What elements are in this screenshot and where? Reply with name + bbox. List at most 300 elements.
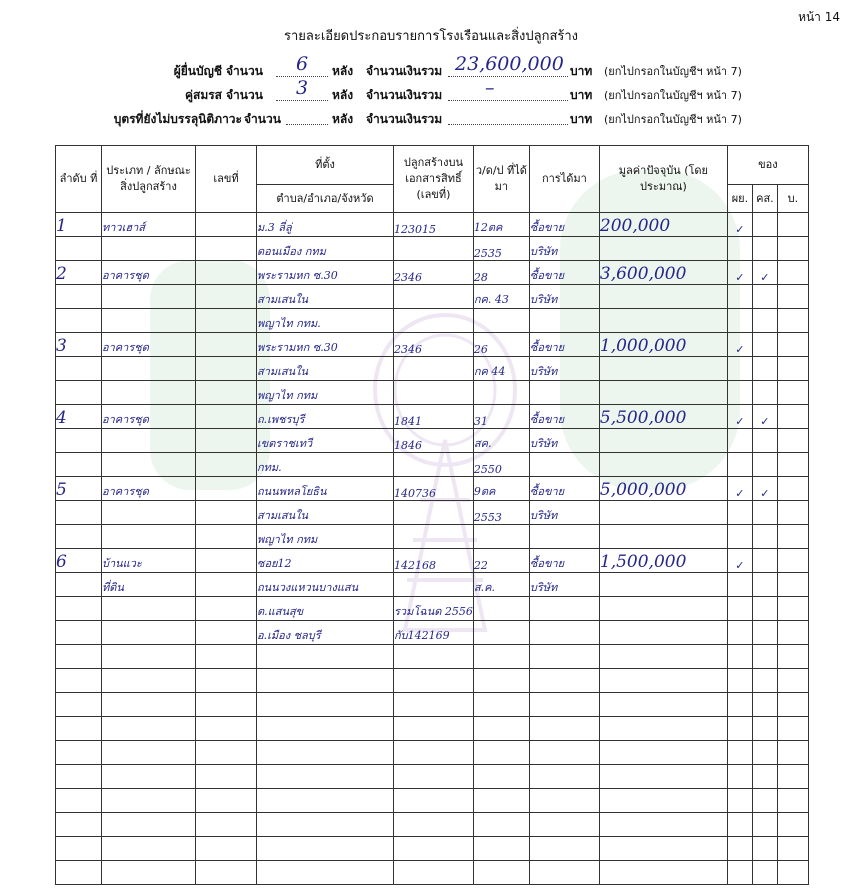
row-value: [599, 309, 727, 333]
row-owner-spouse: [752, 381, 777, 405]
table-body: [56, 213, 809, 885]
row-acquire: บริษัท: [529, 573, 599, 597]
row-type: บ้านแวะ: [102, 549, 196, 573]
header-type: ประเภท / ลักษณะ สิ่งปลูกสร้าง: [102, 146, 196, 213]
row-owner-filer: [727, 525, 752, 549]
row-date: 12ตค: [473, 213, 529, 237]
row-no: [56, 597, 102, 621]
row-owner-filer: [727, 309, 752, 333]
blank-cell: [529, 837, 599, 861]
blank-cell: [599, 693, 727, 717]
row-number: [196, 261, 257, 285]
row-owner-spouse: [752, 525, 777, 549]
row-no: 4: [56, 405, 102, 429]
table-row: [56, 333, 809, 357]
blank-cell: [473, 765, 529, 789]
blank-cell: [777, 717, 808, 741]
row-value: [599, 429, 727, 453]
blank-cell: [727, 765, 752, 789]
table-row: [56, 261, 809, 285]
row-owner-child: [777, 477, 808, 501]
row-owner-filer: ✓: [727, 261, 752, 285]
row-location: พญาไท กทม: [257, 525, 394, 549]
blank-cell: [529, 789, 599, 813]
row-location: ดอนเมือง กทม: [257, 237, 394, 261]
blank-cell: [394, 765, 474, 789]
row-owner-child: [777, 405, 808, 429]
row-date: 28: [473, 261, 529, 285]
row-owner-filer: ✓: [727, 549, 752, 573]
blank-cell: [752, 837, 777, 861]
row-acquire: บริษัท: [529, 429, 599, 453]
row-owner-filer: [727, 573, 752, 597]
spouse-label: คู่สมรส: [184, 88, 222, 102]
blank-cell: [473, 717, 529, 741]
blank-row: [56, 741, 809, 765]
minor-count-label: จำนวน: [244, 112, 281, 126]
row-number: [196, 477, 257, 501]
blank-cell: [102, 765, 196, 789]
blank-cell: [196, 765, 257, 789]
row-date: 22: [473, 549, 529, 573]
blank-cell: [752, 717, 777, 741]
row-owner-child: [777, 357, 808, 381]
row-owner-child: [777, 381, 808, 405]
row-acquire: ซื้อขาย: [529, 333, 599, 357]
table-row: [56, 501, 809, 525]
row-owner-filer: [727, 621, 752, 645]
row-location: พระรามหก ซ.30: [257, 333, 394, 357]
row-no: [56, 237, 102, 261]
blank-cell: [257, 789, 394, 813]
row-type: [102, 525, 196, 549]
blank-cell: [752, 861, 777, 885]
row-owner-spouse: [752, 597, 777, 621]
row-deed: [394, 285, 474, 309]
header-value: มูลค่าปัจจุบัน (โดยประมาณ): [599, 146, 727, 213]
blank-cell: [196, 789, 257, 813]
row-owner-child: [777, 261, 808, 285]
filer-count-label: จำนวน: [226, 64, 263, 78]
blank-cell: [777, 789, 808, 813]
minor-currency: บาท: [570, 112, 593, 126]
spouse-amount-field: [448, 86, 568, 101]
blank-cell: [529, 669, 599, 693]
blank-cell: [257, 861, 394, 885]
blank-cell: [529, 645, 599, 669]
blank-cell: [777, 645, 808, 669]
table-row: [56, 525, 809, 549]
row-date: สค.: [473, 429, 529, 453]
blank-cell: [599, 813, 727, 837]
blank-cell: [529, 765, 599, 789]
row-value: [599, 621, 727, 645]
row-deed: 123015: [394, 213, 474, 237]
row-owner-filer: [727, 501, 752, 525]
row-owner-spouse: [752, 429, 777, 453]
row-deed: รวมโฉนด 2556: [394, 597, 474, 621]
row-no: [56, 621, 102, 645]
blank-cell: [56, 765, 102, 789]
header-deed: ปลูกสร้างบน เอกสารสิทธิ์ (เลขที่): [394, 146, 474, 213]
header-owner-spouse: คส.: [752, 185, 777, 213]
row-deed: [394, 501, 474, 525]
blank-cell: [473, 837, 529, 861]
blank-cell: [752, 765, 777, 789]
row-type: [102, 453, 196, 477]
row-deed: [394, 357, 474, 381]
blank-cell: [56, 741, 102, 765]
blank-cell: [529, 813, 599, 837]
minor-note: (ยกไปกรอกในบัญชีฯ หน้า 7): [604, 113, 742, 126]
blank-cell: [752, 789, 777, 813]
row-type: อาคารชุด: [102, 333, 196, 357]
row-no: [56, 429, 102, 453]
header-no: ลำดับ ที่: [56, 146, 102, 213]
header-number: เลขที่: [196, 146, 257, 213]
row-no: 1: [56, 213, 102, 237]
row-no: 5: [56, 477, 102, 501]
spouse-amount-label: จำนวนเงินรวม: [366, 88, 443, 102]
row-location: ม.3 ลี่ลู่: [257, 213, 394, 237]
table-row: [56, 237, 809, 261]
row-no: [56, 453, 102, 477]
row-deed: กับ142169: [394, 621, 474, 645]
row-location: เขตราชเทวี: [257, 429, 394, 453]
blank-cell: [727, 789, 752, 813]
blank-cell: [56, 693, 102, 717]
row-owner-filer: ✓: [727, 333, 752, 357]
row-acquire: ซื้อขาย: [529, 549, 599, 573]
row-owner-filer: ✓: [727, 213, 752, 237]
blank-cell: [56, 669, 102, 693]
row-owner-child: [777, 237, 808, 261]
blank-cell: [529, 717, 599, 741]
row-value: 3,600,000: [599, 261, 727, 285]
row-value: [599, 285, 727, 309]
blank-cell: [102, 837, 196, 861]
row-date: [473, 621, 529, 645]
row-type: [102, 597, 196, 621]
blank-cell: [599, 765, 727, 789]
blank-row: [56, 645, 809, 669]
summary-spouse: [0, 77, 862, 106]
row-no: 6: [56, 549, 102, 573]
row-date: ส.ค.: [473, 573, 529, 597]
row-location: พญาไท กทม.: [257, 309, 394, 333]
blank-cell: [56, 813, 102, 837]
row-location: กทม.: [257, 453, 394, 477]
minor-count-field: [286, 110, 328, 125]
row-date: 31: [473, 405, 529, 429]
row-location: พระรามหก ซ.30: [257, 261, 394, 285]
row-number: [196, 501, 257, 525]
blank-cell: [752, 645, 777, 669]
row-type: ที่ดิน: [102, 573, 196, 597]
row-acquire: บริษัท: [529, 285, 599, 309]
filer-amount-value: 23,600,000: [455, 53, 564, 75]
row-type: [102, 357, 196, 381]
row-location: ถ.เพชรบุรี: [257, 405, 394, 429]
row-owner-spouse: [752, 573, 777, 597]
row-value: [599, 525, 727, 549]
header-owner-filer: ผย.: [727, 185, 752, 213]
row-owner-child: [777, 573, 808, 597]
row-date: 2550: [473, 453, 529, 477]
filer-count-value: 6: [296, 53, 309, 75]
blank-cell: [394, 645, 474, 669]
blank-cell: [599, 741, 727, 765]
row-deed: [394, 453, 474, 477]
table-row: [56, 573, 809, 597]
blank-cell: [257, 693, 394, 717]
row-location: ต.แสนสุข: [257, 597, 394, 621]
blank-cell: [727, 717, 752, 741]
row-owner-filer: [727, 285, 752, 309]
row-owner-spouse: ✓: [752, 477, 777, 501]
blank-cell: [473, 693, 529, 717]
row-owner-child: [777, 597, 808, 621]
row-acquire: [529, 309, 599, 333]
blank-cell: [394, 813, 474, 837]
row-owner-spouse: ✓: [752, 405, 777, 429]
row-location: สามเสนใน: [257, 285, 394, 309]
row-location: อ.เมือง ชลบุรี: [257, 621, 394, 645]
row-value: [599, 573, 727, 597]
blank-cell: [394, 837, 474, 861]
filer-unit: หลัง: [332, 64, 354, 78]
table-row: [56, 621, 809, 645]
form-title: รายละเอียดประกอบรายการโรงเรือนและสิ่งปลูกสร้าง: [283, 29, 579, 44]
row-owner-spouse: [752, 453, 777, 477]
row-value: [599, 381, 727, 405]
row-number: [196, 453, 257, 477]
minor-amount-label: จำนวนเงินรวม: [366, 112, 443, 126]
row-value: 5,000,000: [599, 477, 727, 501]
blank-cell: [196, 693, 257, 717]
row-acquire: บริษัท: [529, 237, 599, 261]
blank-row: [56, 693, 809, 717]
filer-note: (ยกไปกรอกในบัญชีฯ หน้า 7): [604, 65, 742, 78]
blank-cell: [777, 861, 808, 885]
spouse-note: (ยกไปกรอกในบัญชีฯ หน้า 7): [604, 89, 742, 102]
blank-cell: [56, 717, 102, 741]
blank-cell: [752, 693, 777, 717]
row-owner-child: [777, 213, 808, 237]
row-deed: [394, 525, 474, 549]
blank-cell: [599, 717, 727, 741]
row-value: [599, 453, 727, 477]
blank-cell: [257, 741, 394, 765]
filer-amount-label: จำนวนเงินรวม: [366, 64, 443, 78]
row-type: [102, 285, 196, 309]
blank-cell: [752, 741, 777, 765]
row-value: [599, 237, 727, 261]
spouse-count-label: จำนวน: [226, 88, 263, 102]
table-row: [56, 405, 809, 429]
minor-amount-field: [448, 110, 568, 125]
blank-cell: [529, 861, 599, 885]
blank-cell: [394, 693, 474, 717]
filer-label: ผู้ยื่นบัญชี: [173, 64, 222, 78]
row-acquire: [529, 525, 599, 549]
row-no: [56, 357, 102, 381]
row-date: [473, 309, 529, 333]
row-type: อาคารชุด: [102, 405, 196, 429]
row-owner-child: [777, 333, 808, 357]
blank-cell: [752, 813, 777, 837]
row-number: [196, 429, 257, 453]
blank-row: [56, 813, 809, 837]
row-owner-child: [777, 621, 808, 645]
row-type: [102, 621, 196, 645]
blank-cell: [727, 837, 752, 861]
row-owner-spouse: [752, 549, 777, 573]
blank-cell: [102, 717, 196, 741]
blank-cell: [777, 693, 808, 717]
blank-row: [56, 789, 809, 813]
row-acquire: ซื้อขาย: [529, 405, 599, 429]
row-acquire: บริษัท: [529, 501, 599, 525]
table-row: [56, 453, 809, 477]
row-number: [196, 597, 257, 621]
blank-cell: [529, 693, 599, 717]
row-no: [56, 525, 102, 549]
blank-cell: [56, 645, 102, 669]
row-location: สามเสนใน: [257, 501, 394, 525]
row-owner-spouse: [752, 309, 777, 333]
row-value: 5,500,000: [599, 405, 727, 429]
blank-cell: [257, 717, 394, 741]
spouse-count-value: 3: [296, 77, 309, 99]
header-acquire: การได้มา: [529, 146, 599, 213]
row-acquire: ซื้อขาย: [529, 261, 599, 285]
minor-unit: หลัง: [332, 112, 354, 126]
row-deed: 1841: [394, 405, 474, 429]
header-location: ที่ตั้ง: [257, 146, 394, 185]
row-no: [56, 501, 102, 525]
spouse-unit: หลัง: [332, 88, 354, 102]
row-number: [196, 309, 257, 333]
row-owner-child: [777, 429, 808, 453]
blank-cell: [529, 741, 599, 765]
blank-cell: [102, 789, 196, 813]
blank-cell: [777, 741, 808, 765]
row-owner-spouse: [752, 285, 777, 309]
blank-cell: [102, 861, 196, 885]
row-owner-spouse: [752, 621, 777, 645]
row-owner-spouse: ✓: [752, 261, 777, 285]
blank-row: [56, 717, 809, 741]
blank-cell: [727, 645, 752, 669]
table-row: [56, 285, 809, 309]
row-no: [56, 309, 102, 333]
blank-cell: [752, 669, 777, 693]
row-acquire: [529, 381, 599, 405]
row-deed: [394, 309, 474, 333]
blank-cell: [394, 669, 474, 693]
blank-row: [56, 861, 809, 885]
row-owner-filer: ✓: [727, 477, 752, 501]
row-deed: [394, 237, 474, 261]
blank-row: [56, 669, 809, 693]
row-owner-child: [777, 549, 808, 573]
blank-cell: [257, 669, 394, 693]
row-date: 9ตค: [473, 477, 529, 501]
header-location-sub: ตำบล/อำเภอ/จังหวัด: [257, 185, 394, 213]
blank-cell: [599, 837, 727, 861]
blank-cell: [394, 741, 474, 765]
spouse-amount-value: –: [485, 77, 495, 99]
page-number: หน้า 14: [798, 10, 840, 24]
row-number: [196, 525, 257, 549]
row-type: [102, 381, 196, 405]
row-date: [473, 525, 529, 549]
row-no: 2: [56, 261, 102, 285]
blank-cell: [196, 669, 257, 693]
row-no: 3: [56, 333, 102, 357]
table-row: [56, 309, 809, 333]
row-number: [196, 285, 257, 309]
row-value: 1,000,000: [599, 333, 727, 357]
row-owner-child: [777, 285, 808, 309]
blank-cell: [102, 645, 196, 669]
row-location: ซอย12: [257, 549, 394, 573]
row-date: 26: [473, 333, 529, 357]
row-deed: 142168: [394, 549, 474, 573]
row-date: [473, 381, 529, 405]
blank-cell: [599, 789, 727, 813]
row-number: [196, 405, 257, 429]
row-acquire: [529, 621, 599, 645]
row-deed: [394, 573, 474, 597]
row-number: [196, 333, 257, 357]
row-value: 1,500,000: [599, 549, 727, 573]
row-date: กค. 43: [473, 285, 529, 309]
property-table: [55, 145, 809, 885]
blank-cell: [257, 645, 394, 669]
row-acquire: ซื้อขาย: [529, 213, 599, 237]
blank-cell: [102, 813, 196, 837]
row-acquire: [529, 597, 599, 621]
row-owner-child: [777, 525, 808, 549]
blank-cell: [473, 645, 529, 669]
row-acquire: [529, 453, 599, 477]
row-owner-child: [777, 309, 808, 333]
row-number: [196, 573, 257, 597]
header-owner: ของ: [727, 146, 808, 185]
table-row: [56, 549, 809, 573]
blank-row: [56, 765, 809, 789]
blank-cell: [777, 765, 808, 789]
blank-cell: [727, 741, 752, 765]
row-owner-filer: [727, 237, 752, 261]
row-owner-filer: [727, 357, 752, 381]
row-number: [196, 357, 257, 381]
row-location: ถนนพหลโยธิน: [257, 477, 394, 501]
row-owner-filer: [727, 597, 752, 621]
summary-filer: [0, 53, 862, 82]
blank-cell: [257, 837, 394, 861]
row-value: 200,000: [599, 213, 727, 237]
row-deed: 140736: [394, 477, 474, 501]
row-type: [102, 501, 196, 525]
row-location: ถนนวงแหวนบางแสน: [257, 573, 394, 597]
row-deed: 2346: [394, 261, 474, 285]
blank-cell: [473, 861, 529, 885]
row-date: กค 44: [473, 357, 529, 381]
table-row: [56, 213, 809, 237]
